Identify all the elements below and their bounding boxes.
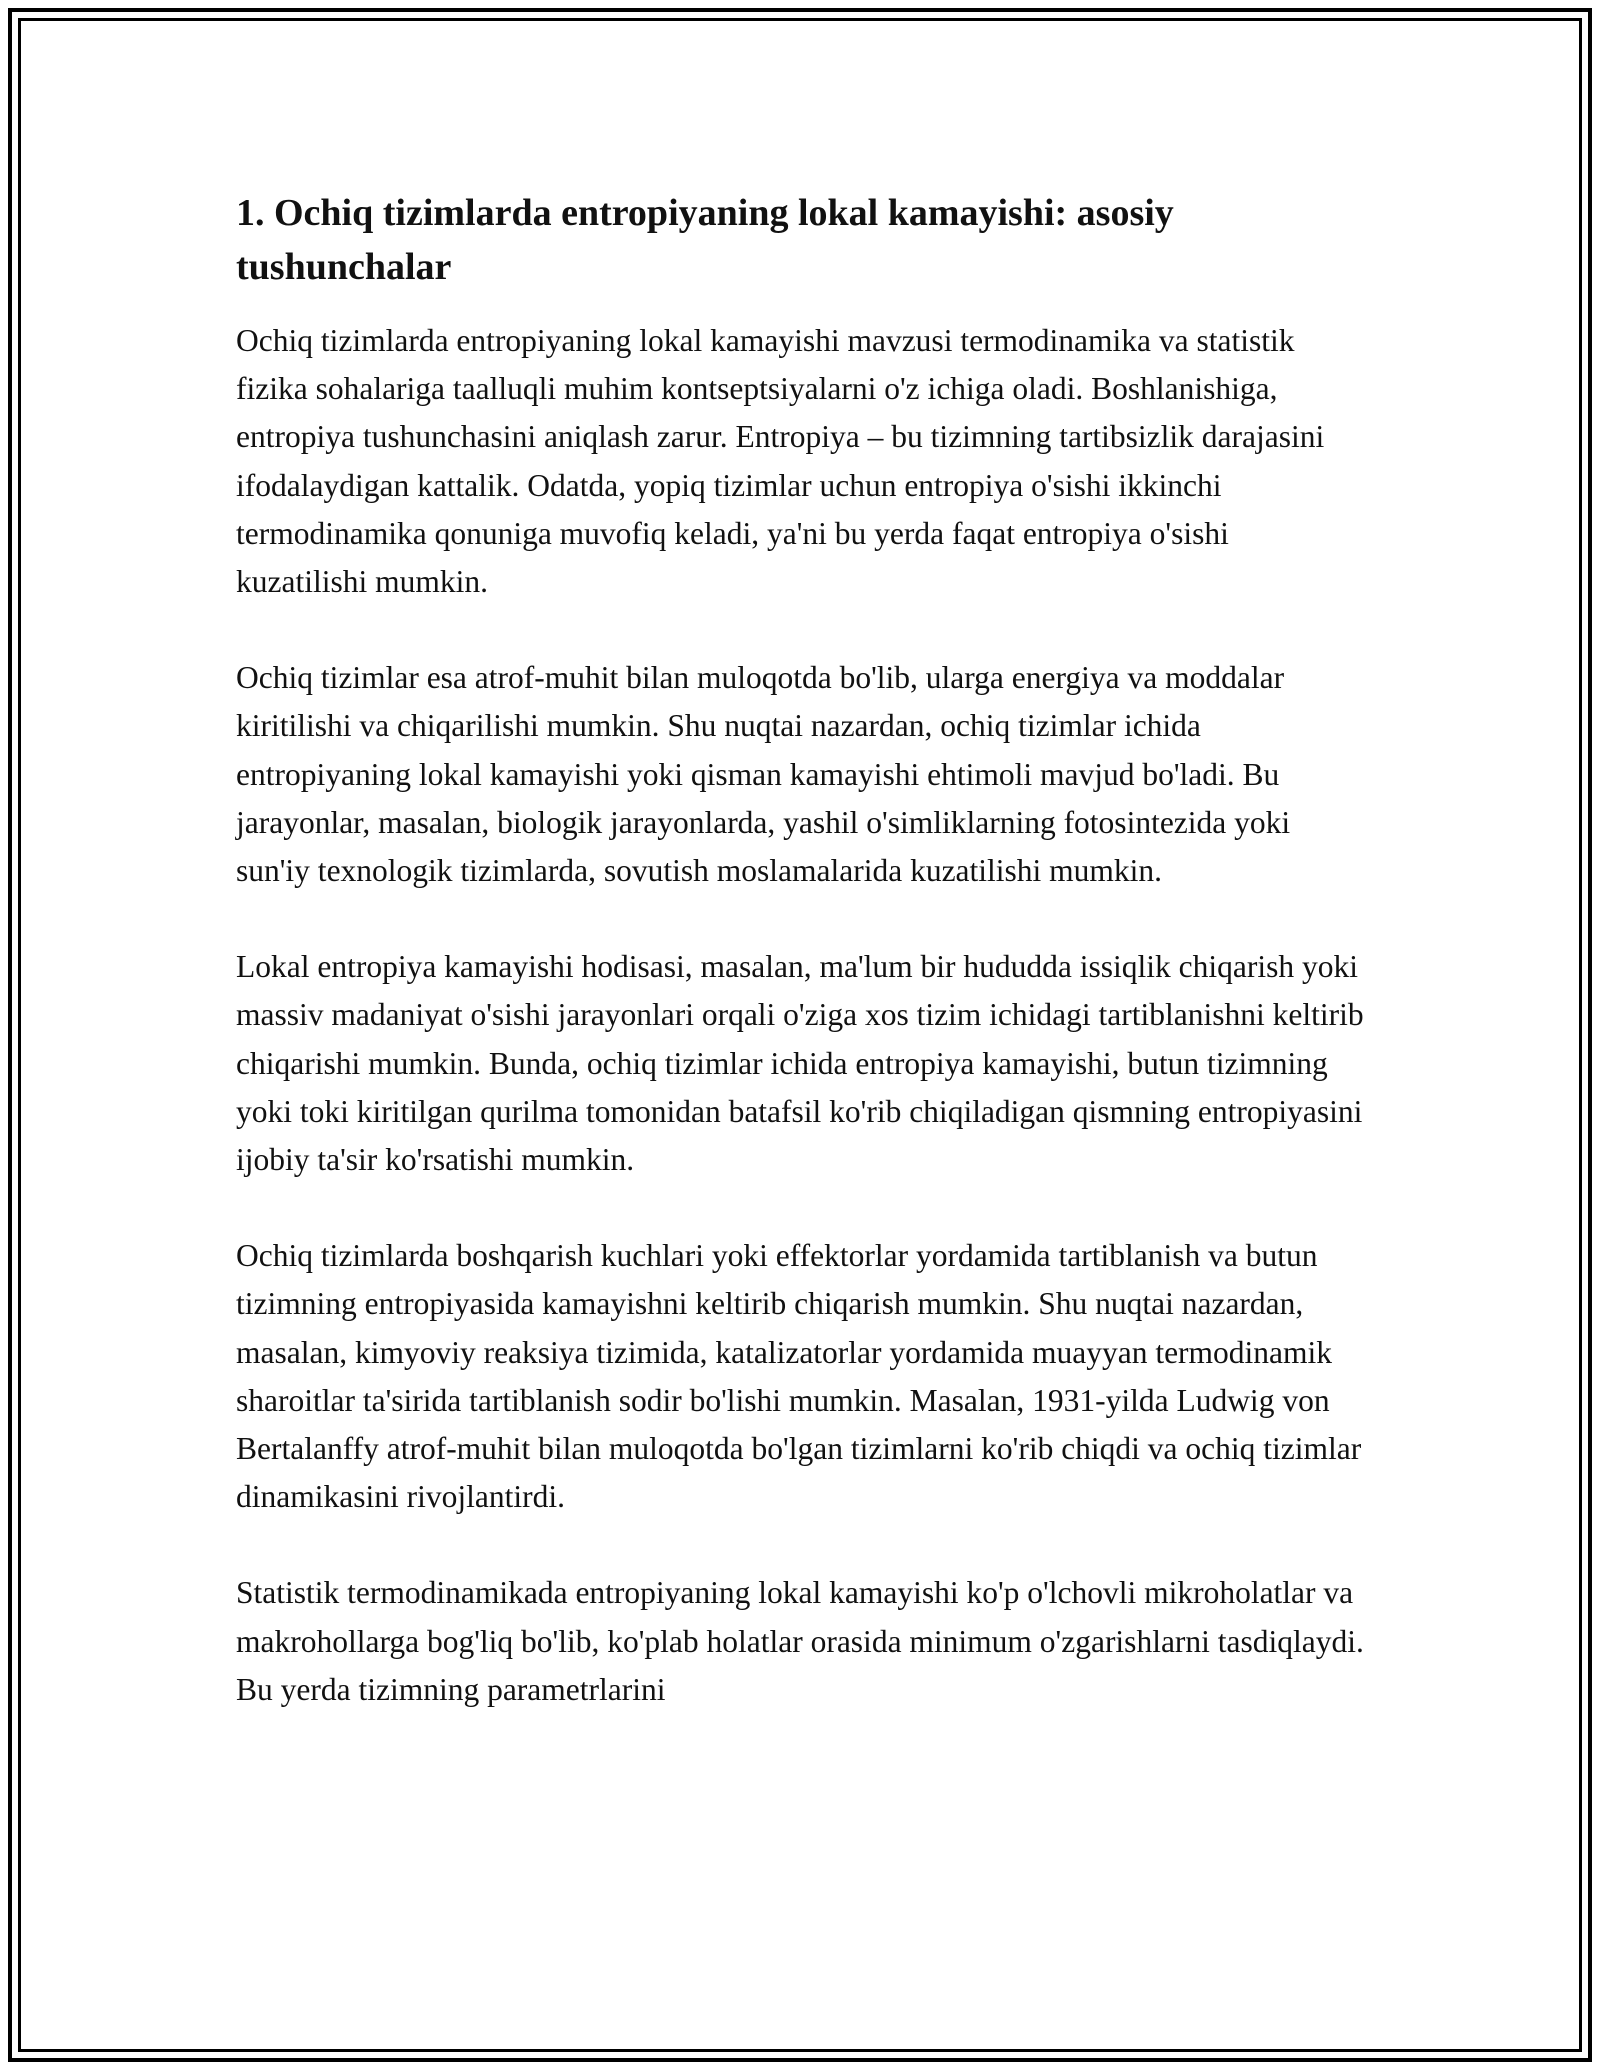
document-body	[236, 186, 1366, 1714]
paragraph-1: Ochiq tizimlarda entropiyaning lokal kamayishi mavzusi termodinamika va statistik fizika sohalariga taalluqli muhim kontseptsiyalarni o'z ichiga oladi. Boshlanishiga, entropiya tushunchasini aniqlash zarur. Entropiya – bu tizimning tartibsizlik darajasini ifodalaydigan kattalik. Odatda, yopiq tizimlar uchun entropiya o'sishi ikkinchi termodinamika qonuniga muvofiq keladi, ya'ni bu yerda faqat entropiya o'sishi kuzatilishi mumkin.	[236, 323, 1325, 600]
paragraph-3: Lokal entropiya kamayishi hodisasi, masalan, ma'lum bir hududda issiqlik chiqarish yoki massiv madaniyat o'sishi jarayonlari orqali o'ziga xos tizim ichidagi tartiblanishni keltirib chiqarishi mumkin. Bunda, ochiq tizimlar ichida entropiya kamayishi, butun tizimning yoki toki kiritilgan qurilma tomonidan batafsil ko'rib chiqiladigan qismning entropiyasini ijobiy ta'sir ko'rsatishi mumkin.	[236, 949, 1364, 1178]
paragraph-2: Ochiq tizimlar esa atrof-muhit bilan muloqotda bo'lib, ularga energiya va moddalar kiritilishi va chiqarilishi mumkin. Shu nuqtai nazardan, ochiq tizimlar ichida entropiyaning lokal kamayishi yoki qisman kamayishi ehtimoli mavjud bo'ladi. Bu jarayonlar, masalan, biologik jarayonlarda, yashil o'simliklarning fotosintezida yoki sun'iy texnologik tizimlarda, sovutish moslamalarida kuzatilishi mumkin.	[236, 660, 1291, 889]
paragraph-4: Ochiq tizimlarda boshqarish kuchlari yoki effektorlar yordamida tartiblanish va butun tizimning entropiyasida kamayishni keltirib chiqarish mumkin. Shu nuqtai nazardan, masalan, kimyoviy reaksiya tizimida, katalizatorlar yordamida muayyan termodinamik sharoitlar ta'sirida tartiblanish sodir bo'lishi mumkin. Masalan, 1931-yilda Ludwig von Bertalanffy atrof-muhit bilan muloqotda bo'lgan tizimlarni ko'rib chiqdi va ochiq tizimlar dinamikasini rivojlantirdi.	[236, 1238, 1362, 1515]
paragraph-5: Statistik termodinamikada entropiyaning lokal kamayishi ko'p o'lchovli mikroholatlar va makrohollarga bog'liq bo'lib, ko'plab holatlar orasida minimum o'zgarishlarni tasdiqlaydi. Bu yerda tizimning parametrlarini	[236, 1575, 1364, 1707]
section-heading: 1. Ochiq tizimlarda entropiyaning lokal kamayishi: asosiy tushunchalar	[236, 192, 1174, 288]
